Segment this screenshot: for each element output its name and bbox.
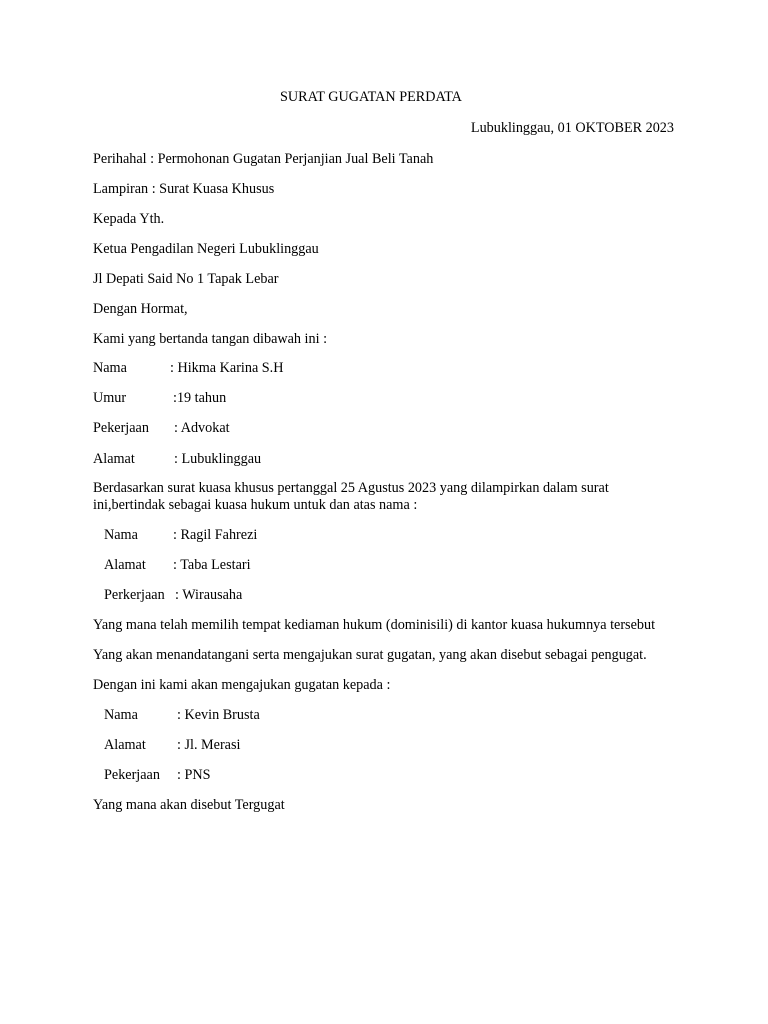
attorney-address-label: Alamat [93,451,135,467]
attachment-line: Lampiran : Surat Kuasa Khusus [93,181,275,197]
attorney-age-value: :19 tahun [173,390,227,406]
place-date: Lubuklinggau, 01 OKTOBER 2023 [470,120,674,136]
domicile-line: Yang mana telah memilih tempat kediaman hukum (dominisili) di kantor kuasa hukumnya tersebut [93,617,656,633]
defendant-name-value: : Kevin Brusta [177,707,260,723]
plaintiff-name-label: Nama [104,527,138,543]
plaintiff-reference-line: Yang akan menandatangani serta mengajukan surat gugatan, yang akan disebut sebagai pengugat. [93,647,647,663]
attorney-job-label: Pekerjaan [93,420,149,436]
addressee-address: Jl Depati Said No 1 Tapak Lebar [93,271,279,287]
basis-line-1: Berdasarkan surat kuasa khusus pertanggal 25 Agustus 2023 yang dilampirkan dalam surat [93,480,609,496]
letter-title: SURAT GUGATAN PERDATA [280,89,462,105]
attorney-job-value: : Advokat [174,420,230,436]
subject-line: Perihahal : Permohonan Gugatan Perjanjian Jual Beli Tanah [93,151,434,167]
attorney-age-label: Umur [93,390,127,406]
against-line: Dengan ini kami akan mengajukan gugatan kepada : [93,677,391,693]
defendant-name-label: Nama [104,707,138,723]
defendant-reference-line: Yang mana akan disebut Tergugat [93,797,285,813]
attorney-name-label: Nama [93,360,127,376]
defendant-address-value: : Jl. Merasi [177,737,241,753]
plaintiff-address-value: : Taba Lestari [173,557,251,573]
intro-line: Kami yang bertanda tangan dibawah ini : [93,331,328,347]
attorney-name-value: : Hikma Karina S.H [170,360,284,376]
salutation: Dengan Hormat, [93,301,188,317]
basis-line-2: ini,bertindak sebagai kuasa hukum untuk dan atas nama : [93,497,418,513]
addressee-name: Ketua Pengadilan Negeri Lubuklinggau [93,241,319,257]
defendant-job-label: Pekerjaan [104,767,160,783]
defendant-address-label: Alamat [104,737,146,753]
plaintiff-job-label: Perkerjaan [104,587,165,603]
plaintiff-address-label: Alamat [104,557,146,573]
plaintiff-job-value: : Wirausaha [175,587,243,603]
addressee-heading: Kepada Yth. [93,211,165,227]
attorney-address-value: : Lubuklinggau [174,451,262,467]
plaintiff-name-value: : Ragil Fahrezi [173,527,258,543]
defendant-job-value: : PNS [177,767,211,783]
